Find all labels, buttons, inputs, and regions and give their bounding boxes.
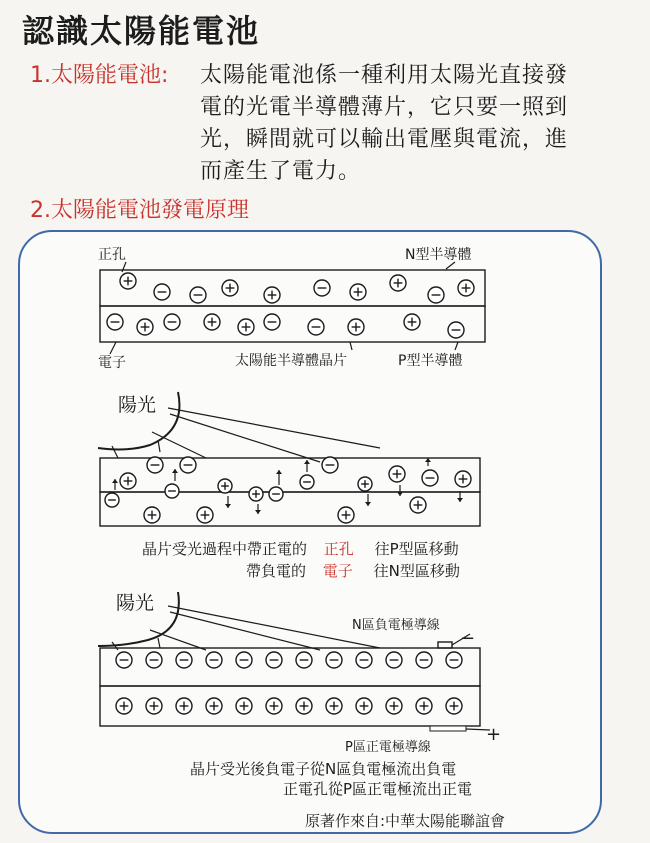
sun-ray: [152, 432, 206, 458]
caption-hole-term: 正孔: [323, 540, 354, 558]
sun-ray: [170, 414, 320, 462]
sun-ray: [170, 612, 320, 650]
section-2-heading: 2.太陽能電池發電原理: [30, 198, 249, 223]
sun-ray: [158, 440, 160, 452]
movement-arrow: [172, 469, 178, 473]
section-1-line: 電的光電半導體薄片，它只要一照到: [200, 95, 569, 120]
p-type-layer: [100, 306, 485, 342]
caption-electrons-row: [246, 560, 460, 581]
section-1-line: 而產生了電力。: [200, 159, 362, 184]
caption-text: 晶片受光過程中帶正電的: [142, 540, 308, 558]
sun-ray: [158, 638, 160, 648]
sunlight-label: 陽光: [118, 394, 157, 416]
p-electrode-wire-label: P區正電極導線: [345, 740, 431, 755]
section-1-line: 光，瞬間就可以輸出電壓與電流，進: [200, 127, 569, 152]
movement-arrow: [397, 492, 403, 496]
caption-text: 往N型區移動: [373, 562, 460, 580]
movement-arrow: [365, 502, 371, 506]
leader-line: [455, 342, 458, 350]
caption-line: 晶片受光後負電子從N區負電極流出負電: [190, 760, 457, 778]
p-type-label: P型半導體: [398, 353, 463, 369]
minus-terminal: −: [460, 628, 476, 649]
credit-line: 原著作來自:中華太陽能聯誼會: [305, 812, 506, 830]
sun-ray: [112, 446, 118, 458]
leader-line: [350, 342, 352, 350]
electron-label: 電子: [98, 355, 126, 371]
section-1-line: 太陽能電池係一種利用太陽光直接發: [200, 63, 569, 88]
section-1-heading: 1.太陽能電池:: [30, 63, 169, 88]
wafer-label: 太陽能半導體晶片: [235, 353, 347, 369]
hole-label: 正孔: [98, 247, 126, 263]
plus-terminal: +: [486, 724, 502, 745]
p-electrode: [430, 726, 466, 731]
caption-text: 往P型區移動: [374, 540, 459, 558]
n-electrode-wire-label: N區負電極導線: [352, 618, 440, 633]
n-type-label: N型半導體: [405, 247, 472, 263]
caption-text: 帶負電的: [246, 562, 307, 580]
movement-arrow: [255, 510, 261, 514]
caption-electron-term: 電子: [322, 562, 353, 580]
page-title: 認識太陽能電池: [22, 12, 261, 50]
movement-arrow: [304, 460, 310, 464]
movement-arrow: [457, 498, 463, 502]
caption-holes-row: [142, 538, 459, 559]
sun-ray: [168, 408, 380, 448]
caption-line: 正電孔從P區正電極流出正電: [283, 780, 473, 798]
sun-ray: [168, 606, 380, 648]
movement-arrow: [225, 504, 231, 508]
sunlight-label: 陽光: [116, 592, 155, 614]
movement-arrow: [112, 479, 118, 483]
n-electrode: [438, 642, 452, 648]
movement-arrow: [276, 470, 282, 474]
